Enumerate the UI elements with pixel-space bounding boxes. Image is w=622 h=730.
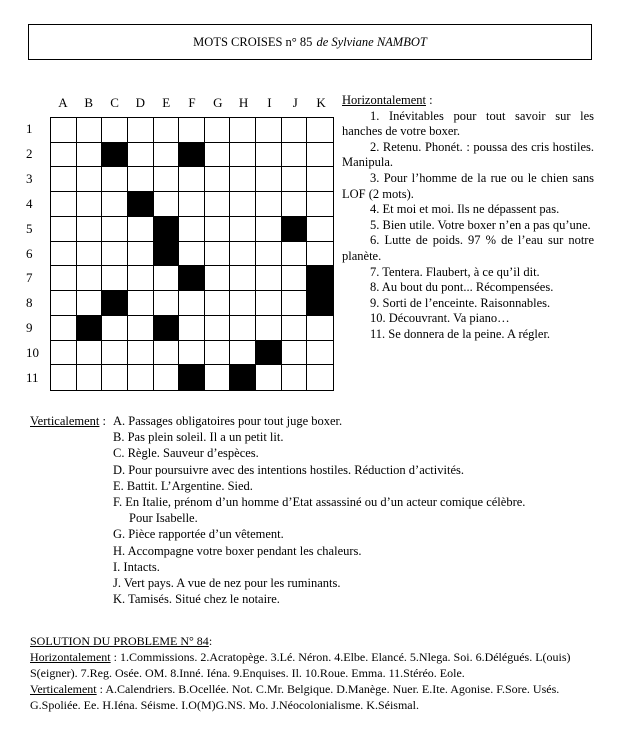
grid-cell[interactable]: [179, 341, 205, 366]
grid-cell[interactable]: [230, 192, 256, 217]
grid-cell[interactable]: [282, 242, 308, 267]
column-label-a: A: [58, 95, 68, 110]
grid-cell[interactable]: [51, 167, 77, 192]
grid-cell[interactable]: [256, 167, 282, 192]
grid-cell[interactable]: [154, 118, 180, 143]
black-cell: [154, 242, 180, 267]
solution-horiz-text: : 1.Commissions. 2.Acratopège. 3.Lé. Néron. 4.Elbe. Elancé. 5.Nlega. Soi. 6.Délégués. L(ouis) S(eigner). 7.Reg. Osée. OM. 8.Inné. Iéna. 9.Enquises. Il. 10.Roue. Emma. 11.Stéréo. Eole.: [30, 650, 571, 680]
grid-cell[interactable]: [230, 341, 256, 366]
horizontal-clue-list: [342, 109, 594, 343]
grid-cell[interactable]: [51, 365, 77, 390]
horizontal-clue-11: 11. Se donnera de la peine. A régler.: [370, 326, 551, 341]
grid-cell[interactable]: [77, 291, 103, 316]
grid-cell[interactable]: [307, 167, 333, 192]
vertical-clue-g: G. Pièce rapportée d’un vêtement.: [113, 527, 284, 542]
grid-cell[interactable]: [77, 167, 103, 192]
grid-cell[interactable]: [230, 118, 256, 143]
grid-cell[interactable]: [77, 118, 103, 143]
grid-cell[interactable]: [282, 266, 308, 291]
grid-cell[interactable]: [77, 266, 103, 291]
grid-cell[interactable]: [282, 341, 308, 366]
black-cell: [179, 365, 205, 390]
grid-cell[interactable]: [128, 118, 154, 143]
black-cell: [179, 143, 205, 168]
row-label-8: 8: [26, 295, 33, 311]
grid-cell[interactable]: [51, 143, 77, 168]
vertical-heading-suffix: :: [99, 414, 107, 428]
grid-cell[interactable]: [51, 266, 77, 291]
grid-cell[interactable]: [154, 291, 180, 316]
grid-cell[interactable]: [102, 217, 128, 242]
vertical-clue-k: K. Tamisés. Situé chez le notaire.: [113, 592, 280, 607]
row-label-5: 5: [26, 220, 33, 236]
black-cell: [307, 266, 333, 291]
grid-cell[interactable]: [307, 217, 333, 242]
black-cell: [77, 316, 103, 341]
grid-cell[interactable]: [205, 118, 231, 143]
grid-cell[interactable]: [102, 167, 128, 192]
grid-cell[interactable]: [128, 291, 154, 316]
grid-cell[interactable]: [77, 217, 103, 242]
horizontal-clue-4: 4. Et moi et moi. Ils ne dépassent pas.: [370, 202, 560, 217]
grid-cell[interactable]: [51, 118, 77, 143]
grid-cell[interactable]: [256, 316, 282, 341]
grid-cell[interactable]: [179, 242, 205, 267]
grid-cell[interactable]: [102, 266, 128, 291]
column-label-g: G: [213, 95, 223, 110]
grid-cell[interactable]: [230, 143, 256, 168]
grid-cell[interactable]: [307, 341, 333, 366]
grid-cell[interactable]: [51, 242, 77, 267]
horizontal-clue-5: 5. Bien utile. Votre boxer n’en a pas qu’une.: [370, 217, 591, 232]
grid-cell[interactable]: [230, 167, 256, 192]
grid-cell[interactable]: [282, 143, 308, 168]
grid-cell[interactable]: [77, 192, 103, 217]
horizontal-clue-7: 7. Tentera. Flaubert, à ce qu’il dit.: [370, 264, 540, 279]
grid-cell[interactable]: [256, 118, 282, 143]
grid-cell[interactable]: [307, 316, 333, 341]
grid-cell[interactable]: [102, 242, 128, 267]
grid-cell[interactable]: [128, 143, 154, 168]
grid-cell[interactable]: [154, 167, 180, 192]
title-text: MOTS CROISES n° 85: [193, 34, 313, 49]
grid-cell[interactable]: [128, 242, 154, 267]
grid-cell[interactable]: [102, 316, 128, 341]
previous-solution: [30, 633, 590, 713]
black-cell: [102, 143, 128, 168]
grid-cell[interactable]: [128, 365, 154, 390]
black-cell: [179, 266, 205, 291]
grid-cell[interactable]: [307, 143, 333, 168]
grid-cell[interactable]: [154, 266, 180, 291]
vertical-clue-c: C. Règle. Sauveur d’espèces.: [113, 446, 259, 461]
solution-heading-suffix: :: [208, 634, 213, 648]
grid-cell[interactable]: [256, 143, 282, 168]
grid-cell[interactable]: [179, 192, 205, 217]
grid-cell[interactable]: [282, 291, 308, 316]
row-label-9: 9: [26, 320, 33, 336]
grid-cell[interactable]: [51, 291, 77, 316]
grid-cell[interactable]: [51, 217, 77, 242]
grid-cell[interactable]: [307, 242, 333, 267]
vertical-clue-b: B. Pas plein soleil. Il a un petit lit.: [113, 430, 284, 445]
row-label-2: 2: [26, 145, 33, 161]
grid-cell[interactable]: [102, 341, 128, 366]
column-label-j: J: [292, 95, 298, 110]
grid-cell[interactable]: [77, 143, 103, 168]
grid-cell[interactable]: [77, 365, 103, 390]
grid-cell[interactable]: [256, 266, 282, 291]
grid-cell[interactable]: [179, 316, 205, 341]
horizontal-clue-9: 9. Sorti de l’enceinte. Raisonnables.: [370, 295, 551, 310]
column-label-b: B: [84, 95, 94, 110]
grid-cell[interactable]: [205, 242, 231, 267]
column-label-e: E: [162, 95, 171, 110]
grid-cell[interactable]: [256, 291, 282, 316]
grid-cell[interactable]: [230, 291, 256, 316]
grid-cell[interactable]: [179, 167, 205, 192]
black-cell: [154, 217, 180, 242]
grid-cell[interactable]: [205, 167, 231, 192]
horizontal-clue-8: 8. Au bout du pont... Récompensées.: [370, 280, 554, 295]
grid-cell[interactable]: [77, 242, 103, 267]
black-cell: [256, 341, 282, 366]
grid-cell[interactable]: [282, 192, 308, 217]
grid-cell[interactable]: [102, 365, 128, 390]
grid-cell[interactable]: [205, 316, 231, 341]
black-cell: [102, 291, 128, 316]
grid-cell[interactable]: [282, 365, 308, 390]
row-label-7: 7: [26, 270, 33, 286]
horizontal-heading: Horizontalement: [342, 93, 426, 107]
grid-cell[interactable]: [128, 316, 154, 341]
grid-cell[interactable]: [282, 316, 308, 341]
crossword-grid: [50, 117, 334, 391]
horizontal-clue-3: 3. Pour l’homme de la rue ou le chien sans LOF (2 mots).: [342, 170, 594, 201]
grid-cell[interactable]: [77, 341, 103, 366]
vertical-clue-f: F. En Italie, prénom d’un homme d’Etat assassiné ou d’un acteur comique célèbre.: [113, 495, 526, 510]
grid-cell[interactable]: [256, 242, 282, 267]
grid-cell[interactable]: [102, 118, 128, 143]
black-cell: [128, 192, 154, 217]
grid-cell[interactable]: [205, 143, 231, 168]
grid-cell[interactable]: [282, 167, 308, 192]
grid-cell[interactable]: [205, 217, 231, 242]
grid-cell[interactable]: [230, 217, 256, 242]
column-label-d: D: [135, 95, 146, 110]
grid-cell[interactable]: [205, 192, 231, 217]
horizontal-clue-10: 10. Découvrant. Va piano…: [370, 311, 510, 326]
vertical-clue-h: H. Accompagne votre boxer pendant les chaleurs.: [113, 543, 362, 558]
black-cell: [282, 217, 308, 242]
grid-cell[interactable]: [230, 266, 256, 291]
vertical-clue-e: E. Battit. L’Argentine. Sied.: [113, 478, 253, 493]
solution-horiz-label: Horizontalement: [30, 650, 111, 664]
row-label-11: 11: [26, 370, 39, 386]
grid-cell[interactable]: [51, 341, 77, 366]
grid-cell[interactable]: [230, 242, 256, 267]
vertical-clue-i: I. Intacts.: [113, 559, 160, 574]
horizontal-clues: [342, 93, 594, 343]
grid-cell[interactable]: [307, 192, 333, 217]
horizontal-clue-2: 2. Retenu. Phonét. : poussa des cris hostiles. Manipula.: [342, 139, 594, 170]
grid-cell[interactable]: [230, 316, 256, 341]
grid-cell[interactable]: [154, 365, 180, 390]
grid-cell[interactable]: [154, 143, 180, 168]
grid-cell[interactable]: [205, 291, 231, 316]
column-label-f: F: [188, 95, 196, 110]
horizontal-clue-1: 1. Inévitables pour tout savoir sur les hanches de votre boxer.: [342, 108, 594, 139]
grid-cell[interactable]: [256, 217, 282, 242]
vertical-clue-f-continuation: Pour Isabelle.: [129, 511, 198, 526]
column-label-k: K: [316, 95, 326, 110]
grid-cell[interactable]: [282, 118, 308, 143]
grid-cell[interactable]: [205, 266, 231, 291]
grid-cell[interactable]: [128, 266, 154, 291]
solution-vert-label: Verticalement: [30, 682, 97, 696]
horizontal-clue-6: 6. Lutte de poids. 97 % de l’eau sur notre planète.: [342, 233, 594, 263]
black-cell: [307, 291, 333, 316]
title-author: de Sylviane NAMBOT: [316, 34, 427, 49]
black-cell: [230, 365, 256, 390]
grid-cell[interactable]: [205, 341, 231, 366]
grid-cell[interactable]: [179, 118, 205, 143]
column-label-h: H: [238, 95, 249, 110]
row-label-4: 4: [26, 195, 33, 211]
row-label-1: 1: [26, 121, 33, 136]
grid-cell[interactable]: [179, 291, 205, 316]
grid-cell[interactable]: [179, 217, 205, 242]
column-label-i: I: [267, 95, 272, 110]
row-label-10: 10: [26, 345, 39, 361]
grid-cell[interactable]: [128, 341, 154, 366]
title-box: [28, 24, 592, 60]
grid-cell[interactable]: [205, 365, 231, 390]
grid-cell[interactable]: [256, 192, 282, 217]
grid-cell[interactable]: [307, 118, 333, 143]
grid-cell[interactable]: [307, 365, 333, 390]
vertical-clue-d: D. Pour poursuivre avec des intentions hostiles. Réduction d’activités.: [113, 462, 464, 477]
vertical-clue-j: J. Vert pays. A vue de nez pour les ruminants.: [113, 576, 341, 591]
horizontal-heading-suffix: :: [426, 93, 433, 107]
vertical-clues: [30, 413, 592, 607]
grid-cell[interactable]: [256, 365, 282, 390]
row-label-6: 6: [26, 245, 33, 261]
black-cell: [154, 316, 180, 341]
grid-cell[interactable]: [128, 217, 154, 242]
solution-vert-text: : A.Calendriers. B.Ocellée. Not. C.Mr. Belgique. D.Manège. Nuer. E.Ite. Agonise. F.Sore. Usés. G.Spoliée. Ee. H.Iéna. Séisme. I.O(M)G.NS. Mo. J.Néocolonialisme. K.Séismal.: [30, 682, 560, 712]
grid-cell[interactable]: [128, 167, 154, 192]
grid-cell[interactable]: [154, 192, 180, 217]
grid-cell[interactable]: [51, 316, 77, 341]
solution-heading: SOLUTION DU PROBLEME N° 84: [30, 634, 209, 648]
vertical-heading: Verticalement: [30, 414, 100, 428]
grid-cell[interactable]: [154, 341, 180, 366]
vertical-clue-list: [30, 413, 592, 607]
row-label-3: 3: [26, 170, 33, 186]
column-label-c: C: [110, 95, 119, 110]
grid-cell[interactable]: [51, 192, 77, 217]
grid-cell[interactable]: [102, 192, 128, 217]
vertical-clue-a: A. Passages obligatoires pour tout juge boxer.: [113, 414, 343, 428]
